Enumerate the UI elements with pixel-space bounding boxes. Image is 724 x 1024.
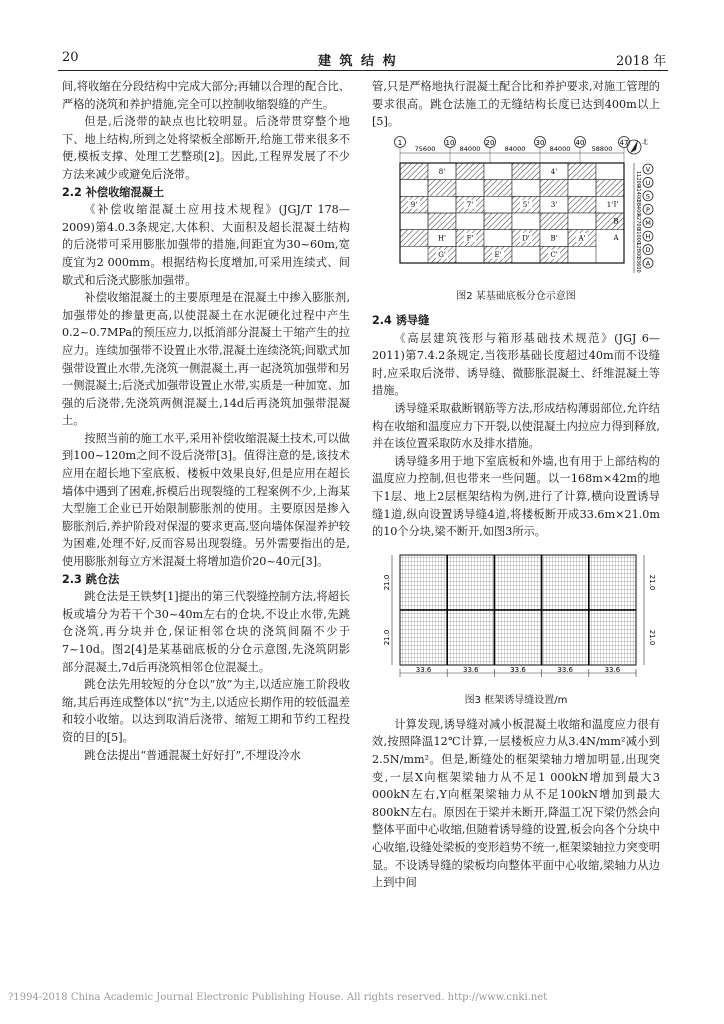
pour-cell bbox=[428, 196, 456, 213]
pour-cell bbox=[568, 213, 596, 230]
pour-cell bbox=[456, 179, 484, 196]
paragraph: 诱导缝多用于地下室底板和外墙,也有用于上部结构的温度应力控制,但也带来一些问题。以一168m×42m的地下1层、地上2层框架结构为例,进行了计算,横向设置诱导缝1道,纵向设置诱导缝4道,将楼板断开成33.6m×21.0m的10个分块,梁不断开,如图3所示。 bbox=[372, 454, 660, 539]
dimension-label: 33.6 bbox=[557, 665, 573, 674]
pour-cell bbox=[428, 179, 456, 196]
pour-cell bbox=[456, 213, 484, 230]
paragraph: 按照当前的施工水平,采用补偿收缩混凝土技术,可以做到100~120m之间不设后浇带[3]。值得注意的是,该技术应用在超长地下室底板、楼板中效果良好,但是应用在超长墙体中遇到了困难,拆模后出现裂缝的工程案例不少,上海某大型施工企业已开始限制膨胀剂的使用。主要原因是掺入膨胀剂后,养护阶段对保湿的要求更高,竖向墙体保湿养护较为困难,处理不好,反而容易出现裂缝。另外需要指出的是,使用膨胀剂每立方米混凝土将增加造价20~40元[3]。 bbox=[62, 431, 350, 569]
section-heading: 2.4 诱导缝 bbox=[372, 313, 430, 327]
dimension-label: 38400 bbox=[635, 199, 641, 216]
dimension-label: 84000 bbox=[459, 144, 481, 153]
axis-label: A bbox=[645, 259, 651, 268]
north-label: 北 bbox=[642, 138, 649, 146]
paragraph: 计算发现,诱导缝对减小板混凝土收缩和温度应力很有效,按照降温12℃计算,一层楼板应力从3.4N/mm²减小到2.5N/mm²。但是,断缝处的框架梁轴力增加明显,出现突变,一层X向框架梁轴力从不足1 000kN增加到最大3 000kN左右,Y向框架梁轴力从不足100kN增加到最大800kN左右。原因在于梁并未断开,降温工况下梁仍然会向整体平面中心收缩,但随着诱导缝的设置,板会向各个分块中心收缩,设缝处梁板的变形趋势不统一,框架梁轴拉力突变明显。不设诱导缝的梁板均向整体平面中心收缩,梁轴力从边上到中间 bbox=[372, 717, 660, 890]
pour-cell bbox=[484, 229, 512, 246]
paragraph: 管,只是严格地执行混凝土配合比和养护要求,对施工管理的要求很高。跳仓法施工的无缝结构长度已达到400m以上[5]。 bbox=[372, 80, 660, 129]
axis-label: H bbox=[645, 232, 651, 241]
dimension-label: 11200 bbox=[635, 170, 641, 187]
cell-label: 1' bbox=[606, 200, 614, 209]
cell-label: 9' bbox=[410, 200, 418, 209]
cell-label: H' bbox=[437, 234, 447, 243]
paragraph: 但是,后浇带的缺点也比较明显。后浇带贯穿整个地下、地上结构,所到之处将梁板全部断开,给施工带来很多不便,模板支撑、处理工艺整琐[2]。因此,工程界发展了不少方法来减少或避免后浇带。 bbox=[62, 115, 350, 181]
dimension-label: 41400 bbox=[635, 185, 641, 201]
pour-cell bbox=[428, 213, 456, 230]
pour-cell bbox=[540, 179, 568, 196]
cell-label: D' bbox=[522, 234, 530, 243]
pour-cell bbox=[568, 246, 596, 263]
cell-label: B' bbox=[550, 234, 558, 243]
axis-label: 10 bbox=[445, 138, 455, 147]
header-rule bbox=[58, 70, 668, 71]
journal-year: 2018 年 bbox=[616, 54, 667, 69]
dimension-label: 58800 bbox=[591, 144, 613, 153]
pour-cell bbox=[512, 163, 540, 180]
cell-label: 7' bbox=[466, 200, 474, 209]
page-number: 20 bbox=[62, 50, 79, 65]
cell-label: F' bbox=[466, 234, 474, 243]
pour-cell bbox=[568, 179, 596, 196]
figure-3 bbox=[372, 545, 660, 710]
cell-label: 3' bbox=[550, 200, 558, 209]
dimension-label: 75600 bbox=[414, 144, 436, 153]
pour-cell bbox=[484, 196, 512, 213]
cell-label: G' bbox=[438, 250, 446, 259]
dimension-label: 42700 bbox=[635, 213, 641, 230]
pour-cell bbox=[512, 246, 540, 263]
paragraph: 间,将收缩在分段结构中完成大部分;再辅以合理的配合比、严格的浇筑和养护措施,完全可以控制收缩裂缝的产生。 bbox=[62, 80, 350, 111]
pour-cell bbox=[568, 196, 596, 213]
pour-cell bbox=[540, 213, 568, 230]
pour-cell bbox=[596, 213, 624, 230]
dimension-label: 33.6 bbox=[604, 665, 621, 674]
dimension-label: 33.6 bbox=[510, 665, 526, 674]
cell-label: A bbox=[613, 233, 619, 242]
pour-cell bbox=[484, 179, 512, 196]
figure-2 bbox=[372, 135, 660, 306]
paragraph: 《高层建筑筏形与箱形基础技术规范》(JGJ 6—2011)第7.4.2条规定,当筏形基础长度超过40m而不设缝时,应采取后浇带、诱导缝、微膨胀混凝土、纤维混凝土等措施。 bbox=[372, 331, 660, 398]
pour-cell bbox=[512, 179, 540, 196]
dimension-label: 33.6 bbox=[463, 665, 479, 674]
cell-label: E' bbox=[494, 250, 502, 259]
pour-cell bbox=[400, 229, 428, 246]
right-column bbox=[372, 78, 660, 892]
cell-label: B bbox=[613, 217, 619, 226]
left-column bbox=[62, 78, 350, 764]
axis-label: 1 bbox=[397, 138, 403, 147]
paragraph: 补偿收缩混凝土的主要原理是在混凝土中掺入膨胀剂,加强带处的掺量更高,以使混凝土在水泥硬化过程中产生0.2~0.7MPa的预压应力,以抵消部分混凝土干缩产生的拉应力。连续加强带不设置止水带,混凝土连续浇筑;间歇式加强带设置止水带,先浇筑一侧混凝土,再一起浇筑加强带和另一侧混凝土;后浇式加强带设置止水带,实质是一种加宽、加强的后浇带,先浇筑两侧混凝土,14d后再浇筑加强带混凝土。 bbox=[62, 291, 350, 428]
paragraph: 诱导缝采取截断钢筋等方法,形成结构薄弱部位,允许结构在收缩和温度应力下开裂,以使混凝土内拉应力得到释放,并在该位置采取防水及排水措施。 bbox=[372, 401, 660, 451]
pour-cell bbox=[400, 163, 428, 180]
axis-label: V bbox=[645, 165, 651, 174]
dimension-label: 31000 bbox=[635, 227, 641, 244]
axis-label: 20 bbox=[485, 138, 495, 147]
pour-cell bbox=[568, 163, 596, 180]
cell-label: 5' bbox=[522, 200, 530, 209]
figure-3-caption: 图3 框架诱导缝设置/m bbox=[464, 695, 568, 707]
axis-label: S bbox=[645, 192, 651, 201]
dimension-label: 84000 bbox=[504, 144, 526, 153]
axis-label: U bbox=[645, 178, 651, 187]
paragraph: 《补偿收缩混凝土应用技术规程》(JGJ/T 178—2009)第4.0.3条规定,大体积、大面积及超长混凝土结构的后浇带可采用膨胀加强带的措施,间距宜为30~60m,宽度宜为2 000mm。根据结构长度增加,可采用连续式、间歇式和后浇式膨胀加强带。 bbox=[62, 203, 350, 287]
dimension-label: 21.0 bbox=[383, 574, 391, 590]
axis-label: 47 bbox=[619, 138, 629, 147]
cell-label: A' bbox=[578, 234, 586, 243]
pour-cell bbox=[512, 213, 540, 230]
axis-label: P bbox=[646, 205, 650, 214]
paragraph: 跳仓法先用较短的分仓以“放”为主,以适应施工阶段收缩,其后再连成整体以“抗”为主,以适应长期作用的较低温差和较小收缩。以达到取消后浇带、缩短工期和节约工程投资的目的[5]。 bbox=[62, 678, 350, 744]
axis-label: 30 bbox=[535, 138, 545, 147]
pour-cell bbox=[400, 213, 428, 230]
north-arrow-icon bbox=[630, 140, 638, 153]
dimension-label: 33.6 bbox=[415, 665, 432, 674]
dimension-label: 21.0 bbox=[648, 629, 656, 645]
figure-2-caption: 图2 某基础底板分仓示意图 bbox=[456, 291, 576, 303]
pour-cell bbox=[484, 213, 512, 230]
cell-label: C' bbox=[550, 250, 558, 259]
paragraph: 跳仓法是王铁梦[1]提出的第三代裂缝控制方法,将超长板或墙分为若干个30~40m左右的仓块,不设止水带,先跳仓浇筑,再分块并仓,保证相邻仓块的浇筑间隔不少于7~10d。图2[4]是某基础底板的分仓示意图,先浇筑阴影部分混凝土,7d后再浇筑相邻仓位混凝土。 bbox=[62, 590, 350, 674]
dimension-label: 33600 bbox=[635, 256, 641, 273]
section-heading: 2.3 跳仓法 bbox=[62, 572, 120, 586]
dimension-label: 21.0 bbox=[648, 574, 656, 590]
pour-cell bbox=[456, 246, 484, 263]
journal-title: 建 筑 结 构 bbox=[318, 54, 398, 69]
pour-cell bbox=[596, 163, 624, 180]
axis-label: D bbox=[645, 245, 651, 254]
figure-2-diagram bbox=[372, 135, 660, 281]
dimension-label: 12800 bbox=[635, 242, 641, 259]
axis-label: M bbox=[645, 218, 651, 227]
section-heading: 2.2 补偿收缩混凝土 bbox=[62, 185, 165, 199]
pour-cell bbox=[456, 163, 484, 180]
axis-label: 40 bbox=[575, 138, 585, 147]
figure-3-diagram bbox=[372, 545, 660, 685]
pour-cell bbox=[596, 179, 624, 196]
cell-label: I' bbox=[613, 200, 619, 209]
footer-copyright: ?1994-2018 China Academic Journal Electronic Publishing House. All rights reserved. http://www.cnki.net bbox=[8, 992, 548, 1003]
cell-label: 4' bbox=[550, 167, 558, 176]
dimension-label: 84000 bbox=[549, 144, 571, 153]
pour-cell bbox=[400, 179, 428, 196]
paragraph: 跳仓法提出“普通混凝土好好打”,不埋设冷水 bbox=[84, 748, 301, 762]
cell-label: 8' bbox=[438, 167, 446, 176]
pour-cell bbox=[484, 163, 512, 180]
dimension-label: 21.0 bbox=[383, 629, 391, 645]
